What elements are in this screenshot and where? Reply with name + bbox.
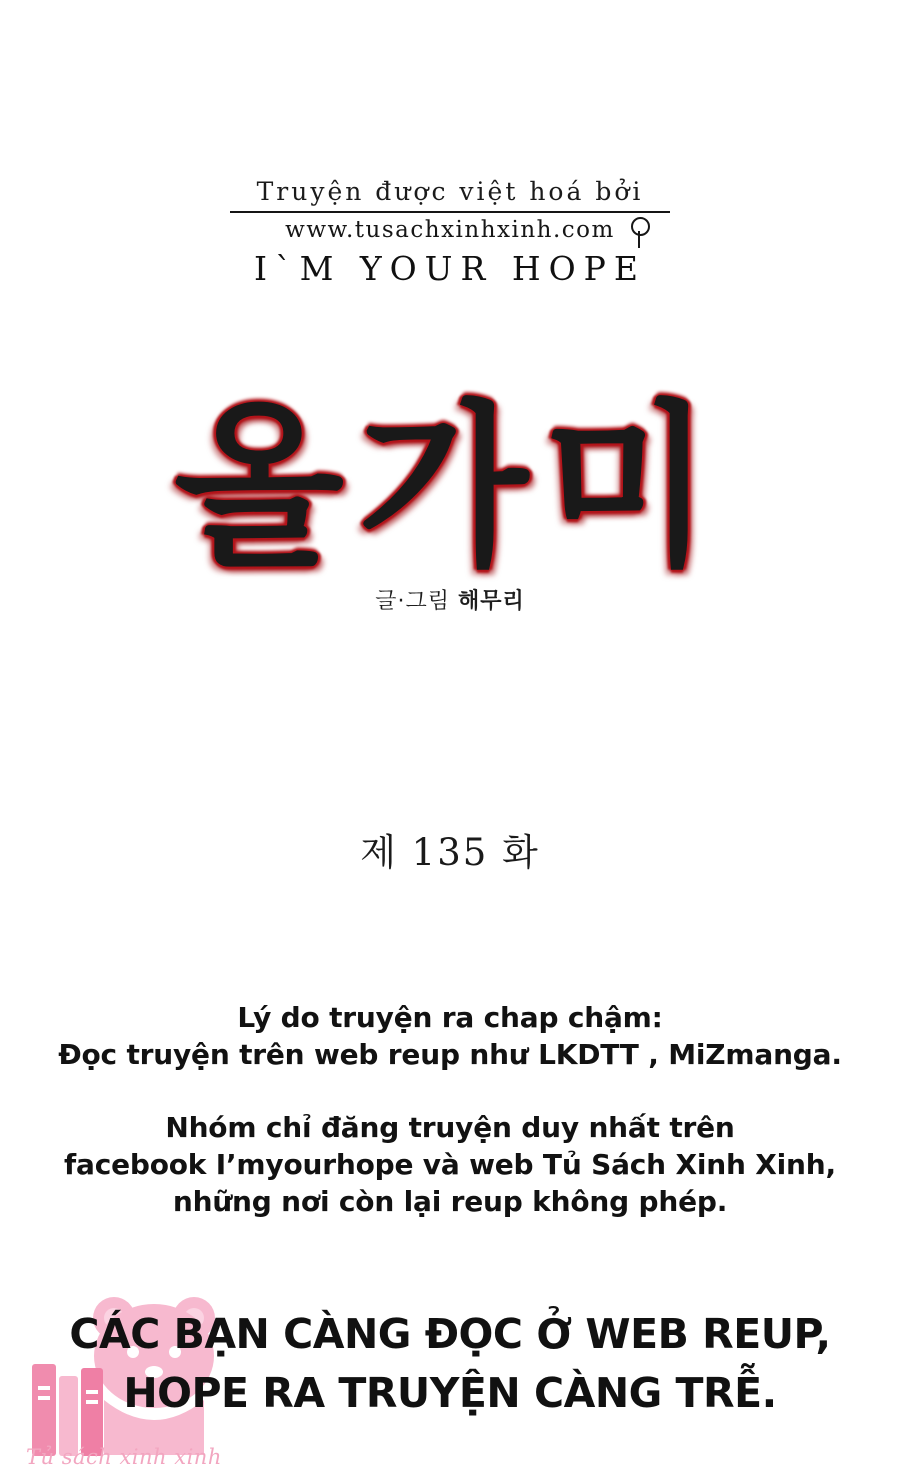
- notes-spacer: [0, 1074, 900, 1110]
- bottom-message: [0, 1305, 900, 1424]
- search-icon: [625, 215, 657, 251]
- note-p1-line-2: Đọc truyện trên web reup như LKDTT , MiZmanga.: [58, 1037, 842, 1071]
- note-paragraph-1: [0, 1000, 900, 1074]
- credit-website-text: www.tusachxinhxinh.com: [285, 216, 615, 243]
- watermark-label: Tủ sách xinh xinh: [26, 1445, 222, 1469]
- note-p2-line-3: những nơi còn lại reup không phép.: [172, 1184, 728, 1218]
- credit-header: [0, 178, 900, 288]
- credit-group-name: I`M YOUR HOPE: [254, 248, 646, 288]
- credit-line-translated-by: Truyện được việt hoá bởi: [256, 177, 644, 206]
- note-paragraph-2: [0, 1110, 900, 1221]
- author-prefix: 글·그림: [375, 589, 450, 614]
- author-name: 해무리: [457, 589, 525, 614]
- korean-title: 올가미: [173, 385, 727, 590]
- title-artwork: [0, 385, 900, 615]
- credit-website-url: [285, 217, 615, 243]
- note-p2-line-2: facebook I’myourhope và web Tủ Sách Xinh Xinh,: [64, 1147, 836, 1181]
- note-p2-line-1: Nhóm chỉ đăng truyện duy nhất trên: [165, 1110, 735, 1144]
- credit-divider: [230, 211, 670, 213]
- episode-label: 제 135 화: [360, 831, 540, 874]
- bottom-message-line-2: HOPE RA TRUYỆN CÀNG TRỄ.: [123, 1369, 777, 1418]
- author-credit: [0, 584, 900, 615]
- bottom-message-line-1: CÁC BẠN CÀNG ĐỌC Ở WEB REUP,: [69, 1310, 831, 1358]
- notes-block: [0, 1000, 900, 1221]
- note-p1-line-1: Lý do truyện ra chap chậm:: [237, 1001, 663, 1034]
